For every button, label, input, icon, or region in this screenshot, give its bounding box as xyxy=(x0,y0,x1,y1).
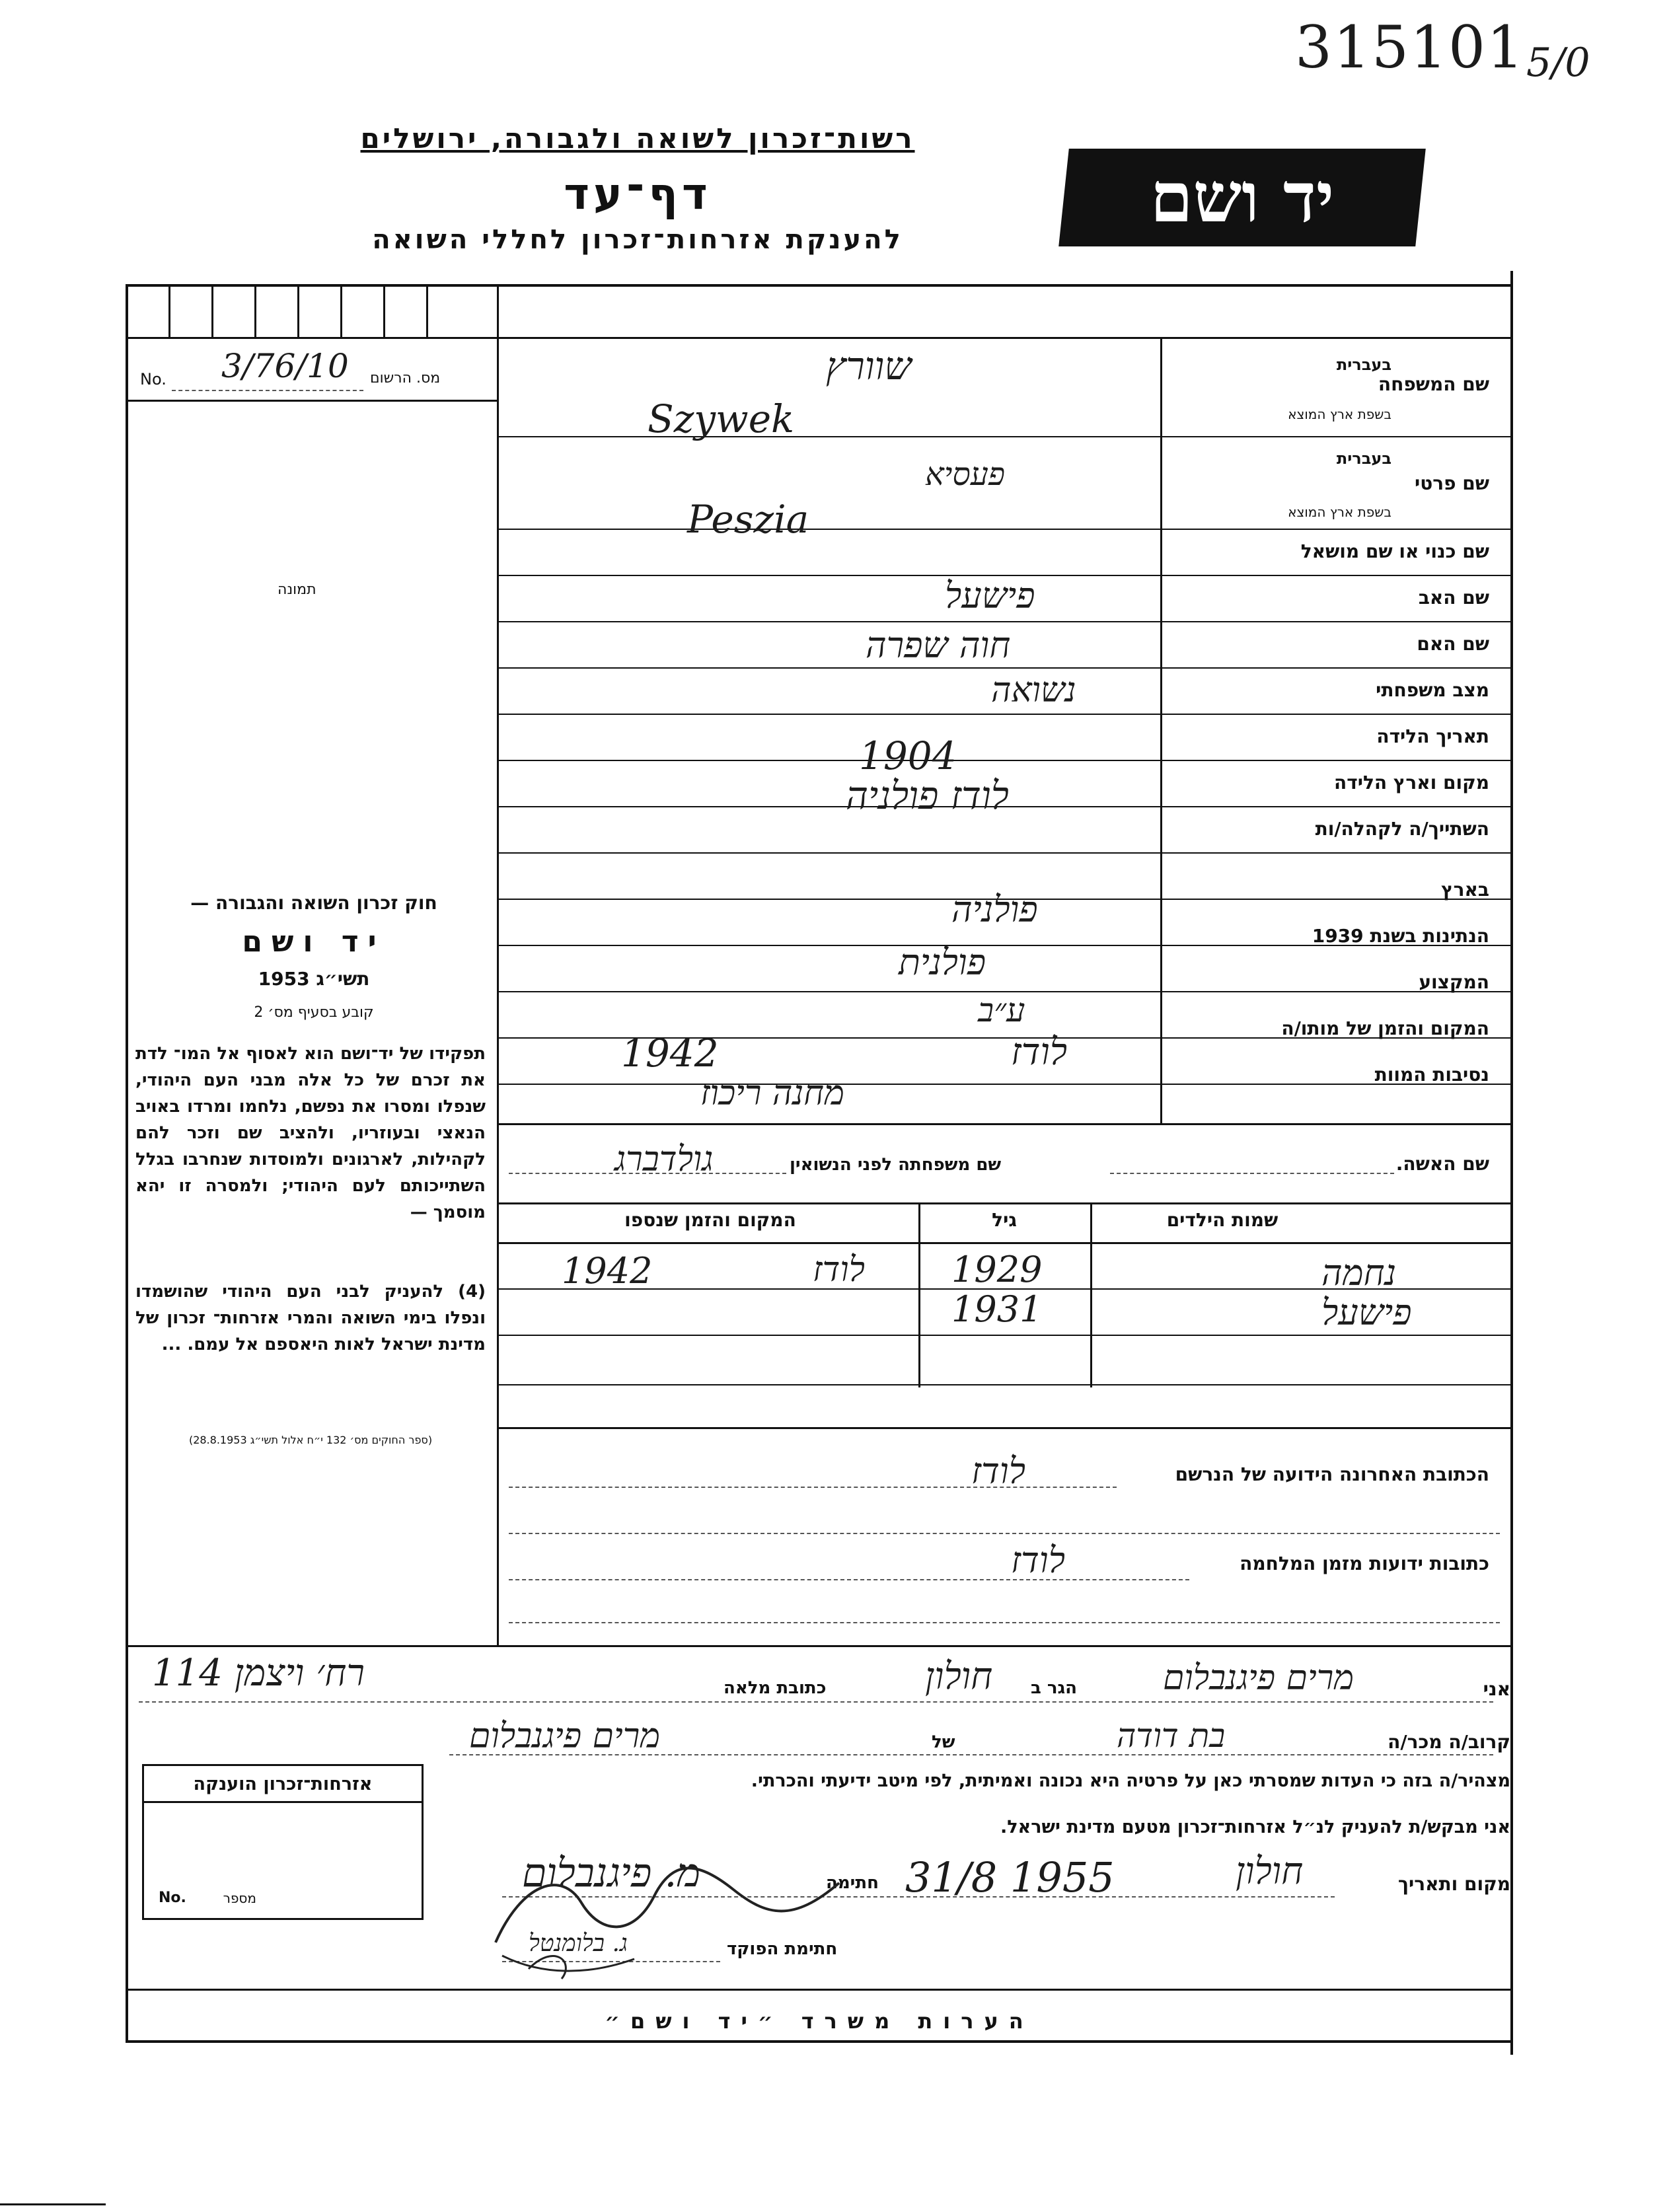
children-row-line xyxy=(499,1384,1510,1385)
law-text: תפקידו של יד־ושם הוא לאסוף אל המו־ לדת את זכרם של כל אלה מבני העם היהודי, שנפלו ומסרו את נפשם, נלחמו ומרדו באויב הנאצי ובעוזריו, ולהציב שם וזכר להם לקהילות, לארגונים ולמוסדות שנחרבו בגלל השתייכותם לעם היהודי; ולמסרה זו יהא מוסמך — xyxy=(135,1044,486,1222)
war-address-value: לודז xyxy=(1011,1539,1066,1581)
children-names-header: שמות הילדים xyxy=(1166,1209,1279,1231)
declaration-line xyxy=(139,1701,1493,1703)
law-year: תשי״ג 1953 xyxy=(258,968,370,990)
country-label: בארץ xyxy=(1441,879,1489,901)
row-line xyxy=(499,667,1510,669)
cell-divider xyxy=(340,284,342,337)
spouse-row-bottom xyxy=(499,1202,1510,1204)
mother-value: חוה שפרה xyxy=(866,624,1011,666)
cell-divider xyxy=(297,284,299,337)
law-clause: (4) להעניק לבני העם היהודי שהושמדו ונפלו בימי השואה והמרי אזרחות־ זכרון של מדינת ישראל לאות היאספם אל עמם. ... xyxy=(135,1282,486,1354)
row-line xyxy=(499,760,1510,761)
children-age-header: גיל xyxy=(992,1209,1017,1231)
officer-signature-value: ג. בלומנטל xyxy=(529,1930,628,1957)
child-1-age: 1929 xyxy=(951,1249,1043,1290)
full-address-value: רח׳ ויצמן 114 xyxy=(152,1652,365,1695)
maiden-name-value: גולדברג xyxy=(614,1140,714,1179)
declaration-request: אני מבקש/ת להעניק לנ״ל אזרחות־זכרון מטעם מדינת ישראל. xyxy=(1000,1817,1510,1837)
resides-value: חולון xyxy=(925,1655,993,1698)
scan-edge-mark xyxy=(0,2203,106,2205)
relative-label: קרוב/ה מכר/ה xyxy=(1388,1731,1510,1753)
signature-label: חתימה xyxy=(826,1873,879,1893)
full-address-label: כתובת מלאה xyxy=(723,1678,827,1698)
surname-hebrew-sublabel: בעברית xyxy=(1336,355,1391,374)
child-1-name: נחמה xyxy=(1321,1252,1397,1294)
child-1-year: 1942 xyxy=(562,1250,653,1292)
cell-divider xyxy=(211,284,213,337)
profession-label: המקצוע xyxy=(1419,971,1489,993)
place-value: חולון xyxy=(1236,1850,1304,1893)
row-line xyxy=(499,529,1510,530)
form-subtitle: להענקת אזרחות־זכרון לחללי השואה xyxy=(372,225,903,255)
row-line xyxy=(499,621,1510,622)
law-name: יד ושם xyxy=(242,925,386,959)
row-line xyxy=(499,1123,1510,1125)
stamp-no-english: No. xyxy=(159,1890,186,1906)
birth-place-label: מקום וארץ הלידה xyxy=(1334,772,1489,793)
citizenship-value: פולנית xyxy=(899,941,986,983)
country-value: פולניה xyxy=(951,889,1038,930)
birth-place-value: לודז פולניה xyxy=(846,773,1009,818)
stamp-no-label: מספר xyxy=(223,1890,256,1906)
frame-bottom xyxy=(126,2040,1513,2043)
declarant-value: מרים פיגנבלום xyxy=(1163,1658,1354,1698)
given-name-label: שם פרטי xyxy=(1414,472,1489,494)
declaration-statement: מצהיר/ה בזה כי העדות שמסרתי כאן על פרטיה היא נכונה ואמיתית, לפי מיטב ידיעתי והכרתי. xyxy=(751,1771,1510,1791)
office-remarks: הערות משרד ״יד ושם״ xyxy=(605,2009,1034,2034)
surname-origin-value: Szywek xyxy=(648,396,795,441)
given-origin-value: Peszia xyxy=(687,497,809,542)
form-title: דף־עד xyxy=(564,168,712,219)
maiden-name-label: שם משפחתה לפני הנשואין xyxy=(790,1155,1002,1175)
address-line xyxy=(509,1487,1117,1488)
surname-origin-sublabel: בשפת ארץ המוצא xyxy=(1288,406,1391,422)
last-address-label: הכתובת האחרונה הידועה של הנרשם xyxy=(1175,1463,1489,1485)
law-section: קובע בסעיף מס׳ 2 xyxy=(254,1004,374,1021)
children-place-header: המקום והזמן שנספו xyxy=(624,1209,796,1231)
alias-label: שם כנוי או שם מושאל xyxy=(1300,540,1489,562)
addresses-bottom xyxy=(126,1645,1513,1647)
marital-value: נשואה xyxy=(991,671,1076,710)
citizenship-granted-box xyxy=(142,1764,424,1920)
reg-no-label: מס. הרשום xyxy=(370,370,441,387)
spouse-line xyxy=(1110,1173,1394,1174)
frame-top xyxy=(126,284,1513,287)
stamp-title: אזרחות־זכרון הוענקה xyxy=(193,1774,373,1794)
surname-label: שם המשפחה xyxy=(1378,373,1489,395)
surname-hebrew-value: שוורץ xyxy=(826,344,912,388)
birth-date-label: תאריך הלידה xyxy=(1376,725,1489,747)
declaration-line xyxy=(449,1754,1493,1755)
death-place-value: לודז xyxy=(1011,1031,1068,1074)
profession-value: ע״ב xyxy=(978,991,1025,1029)
law-reference: (ספר החוקים מס׳ 132 י״ח אלול תשי״ג 28.8.1953) xyxy=(188,1434,433,1446)
address-line xyxy=(509,1533,1500,1534)
spouse-label: שם האשה. xyxy=(1395,1153,1489,1175)
child-2-name: פישעל xyxy=(1321,1292,1412,1333)
row-line xyxy=(499,852,1510,854)
of-value: מרים פיגנבלום xyxy=(469,1716,661,1756)
father-label: שם האב xyxy=(1418,587,1489,608)
label-column-divider xyxy=(1160,337,1162,1123)
cell-divider xyxy=(426,284,428,337)
of-label: של xyxy=(932,1732,955,1752)
maiden-line xyxy=(509,1173,786,1174)
child-2-age: 1931 xyxy=(951,1288,1043,1330)
declaration-bottom xyxy=(126,1989,1513,1991)
reg-no-value: 3/76/10 xyxy=(221,347,349,385)
address-line xyxy=(509,1622,1500,1623)
father-value: פישעל xyxy=(945,575,1035,616)
officer-signature-label: חתימת הפוקד xyxy=(727,1939,838,1959)
mother-label: שם האם xyxy=(1417,633,1489,655)
declarant-label: אני xyxy=(1483,1678,1510,1700)
cell-divider xyxy=(254,284,256,337)
frame-left xyxy=(126,284,128,2042)
children-col-line xyxy=(918,1202,920,1387)
given-origin-sublabel: בשפת ארץ המוצא xyxy=(1288,504,1391,520)
death-year-value: 1942 xyxy=(621,1031,719,1076)
law-title: חוק זכרון השואה והגבורה — xyxy=(190,892,437,914)
reg-box-bottom xyxy=(126,400,499,402)
photo-label: תמונה xyxy=(278,581,316,598)
children-header-bottom xyxy=(499,1242,1510,1244)
place-date-label: מקום ותאריך xyxy=(1397,1873,1510,1895)
child-1-place: לודז xyxy=(813,1250,865,1290)
frame-right xyxy=(1510,271,1513,2055)
date-value: 31/8 1955 xyxy=(905,1853,1115,1901)
birth-date-value: 1904 xyxy=(859,733,957,778)
page-marker: 5/0 xyxy=(1526,40,1590,86)
signature-value: מ. פיגנבלום xyxy=(522,1850,700,1896)
authority-title: רשות־זכרון לשואה ולגבורה, ירושלים xyxy=(360,122,915,155)
archive-number: 315101 xyxy=(1295,13,1525,81)
given-hebrew-value: פעסיא xyxy=(925,456,1006,493)
children-row-line xyxy=(499,1335,1510,1336)
resides-label: הגר ב xyxy=(1031,1678,1078,1698)
logo-text: יד ושם xyxy=(1150,157,1335,238)
citizenship-label: הנתינות בשנת 1939 xyxy=(1312,925,1489,947)
address-line xyxy=(509,1579,1189,1580)
relative-value: בת דודה xyxy=(1117,1716,1226,1755)
signature-scrawl xyxy=(482,1843,852,1982)
row-line xyxy=(499,714,1510,715)
marital-label: מצב משפחתי xyxy=(1376,679,1489,701)
community-label: השתייך/ה לקהלה/ות xyxy=(1315,818,1489,840)
stamp-title-rule xyxy=(144,1801,422,1803)
cell-divider xyxy=(383,284,385,337)
last-address-value: לודז xyxy=(971,1450,1026,1492)
given-hebrew-sublabel: בעברית xyxy=(1336,449,1391,468)
cells-row-bottom xyxy=(126,337,1513,339)
reg-no-english: No. xyxy=(140,370,167,388)
row-line xyxy=(499,1084,1510,1085)
cell-divider xyxy=(168,284,170,337)
reg-no-line xyxy=(172,390,363,391)
children-col-line xyxy=(1090,1202,1092,1387)
panel-divider xyxy=(497,284,499,1645)
yad-vashem-logo xyxy=(1058,149,1426,246)
children-table-bottom xyxy=(499,1427,1510,1429)
war-address-label: כתובות ידועות מזמן המלחמה xyxy=(1240,1553,1489,1574)
cause-value: מחנה ריכוז xyxy=(700,1074,844,1113)
cause-label: נסיבות המוות xyxy=(1374,1064,1489,1086)
death-label: המקום והזמן של מותו/ה xyxy=(1281,1017,1489,1039)
